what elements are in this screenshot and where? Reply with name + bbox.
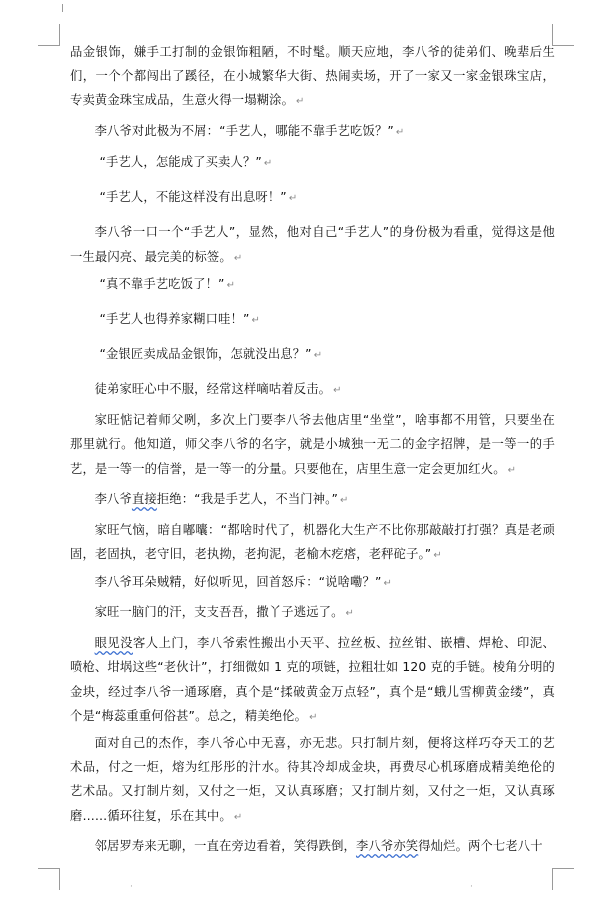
paragraph: [70, 220, 555, 270]
paragraph: [70, 600, 555, 626]
paragraph: [70, 487, 555, 513]
paragraph-mark-icon: ↵: [288, 193, 298, 205]
paragraph: [70, 307, 555, 333]
paragraph: [70, 631, 555, 730]
paragraph-text: 品金银饰，嫌手工打制的金银饰粗陋，不时髦。顺天应地，李八爷的徒弟们、晚辈后生们，一个个都闯出了蹊径，在小城繁华大街、热闹卖场，开了一家又一家金银珠宝店，专卖黄金珠宝成品，生意火得一塌糊涂。: [70, 45, 555, 108]
paragraph-text: 客人上门，李八爷索性搬出小天平、拉丝板、拉丝钳、嵌槽、焊枪、印泥、喷枪、坩埚这些“老伙计”，打细微如 1 克的项链，拉粗壮如 120 克的手链。棱角分明的金块，经过李八爷一通琢磨，真个是“揉破黄金万点轻”，真个是“蛾儿雪柳黄金缕”，真个是“梅蕊重重何俗甚”。总之，精美绝伦。: [70, 636, 556, 723]
paragraph: [70, 570, 555, 596]
paragraph-mark-icon: ↵: [309, 711, 318, 723]
paragraph-text: 家旺一脑门的汗，支支吾吾，撒丫子逃远了。: [94, 605, 344, 620]
spellcheck-underlined-text: 眼见没: [94, 636, 133, 651]
paragraph-mark-icon: ↵: [263, 158, 273, 169]
paragraph: [70, 342, 555, 368]
paragraph: [70, 731, 555, 830]
paragraph-text: 李八爷一口一个“手艺人”，显然，他对自己“手艺人”的身份极为看重，觉得这是他一生最闪亮、最完美的标签。: [70, 225, 555, 264]
paragraph: [70, 408, 555, 483]
paragraph-text: “金银匠卖成品金银饰，怎就没出息？”: [99, 347, 312, 362]
paragraph-mark-icon: ↵: [433, 550, 442, 562]
paragraph-text: 面对自己的杰作，李八爷心中无喜，亦无悲。只打制片刻，便将这样巧夺天工的艺术品，付之一炬，熔为红彤彤的汁水。待其冷却成金块，再费尽心机琢磨成精美绝伦的艺术品。又打制片刻，又付之一炬，又认真琢磨；又打制片刻，又付之一炬，又认真琢磨……循环往复，乐在其中。: [70, 736, 555, 823]
paragraph: [70, 272, 555, 298]
paragraph: [70, 150, 555, 176]
paragraph-mark-icon: ↵: [507, 464, 517, 476]
paragraph-mark-icon: ↵: [251, 315, 261, 327]
paragraph: [70, 377, 555, 403]
paragraph-text: 李八爷对此极为不屑：“手艺人，哪能不靠手艺吃饭？”: [94, 124, 394, 139]
layout-dot: ·: [130, 882, 133, 892]
paragraph-mark-icon: ↵: [233, 811, 243, 823]
spellcheck-underlined-text: 直接: [131, 492, 157, 507]
paragraph-mark-icon: ↵: [345, 608, 355, 620]
paragraph-text: 家旺气恼，暗自嘟囔：“都啥时代了，机器化大生产不比你那敲敲打打强？真是老顽固，老固执，老守旧，老执拗，老拘泥，老榆木疙瘩，老秤砣子。”: [70, 523, 555, 562]
paragraph-text: 徒弟家旺心中不服，经常这样嘀咕着反击。: [94, 382, 332, 397]
paragraph: [70, 834, 555, 858]
layout-dot: ·: [470, 882, 473, 892]
paragraph: [70, 40, 555, 115]
paragraph-mark-icon: ↵: [333, 385, 342, 397]
paragraph-text: 家旺惦记着师父咧，多次上门要李八爷去他店里“坐堂”，啥事都不用管，只要坐在那里就行。他知道，师父李八爷的名字，就是小城独一无二的金字招牌，是一等一的手艺，是一等一的信誉，是一等一的分量。只要他在，店里生意一定会更加红火。: [70, 413, 555, 476]
paragraph-mark-icon: ↵: [233, 252, 243, 264]
spellcheck-underlined-text: 李八爷亦笑: [355, 839, 419, 854]
paragraph-text: “手艺人，怎能成了买卖人？”: [99, 155, 262, 169]
paragraph-text: 邻居罗寿来无聊，一直在旁边看着，笑得跌倒，: [94, 839, 356, 854]
paragraph-text: 李八爷耳朵贼精，好似听见，回首怒斥：“说啥嘞？”: [94, 574, 382, 589]
paragraph: [70, 185, 555, 211]
paragraph-text: “真不靠手艺吃饭了！”: [99, 276, 225, 291]
paragraph-text: “手艺人也得养家糊口哇！”: [99, 312, 250, 327]
paragraph-text: 得灿烂。两个七老八十: [418, 839, 543, 854]
paragraph-text: 拒绝：“我是手艺人，不当门神。”: [156, 492, 338, 507]
paragraph-mark-icon: ↵: [226, 279, 236, 291]
paragraph-mark-icon: ↵: [340, 495, 349, 507]
paragraph-mark-icon: ↵: [313, 350, 323, 362]
paragraph-text: “手艺人，不能这样没有出息呀！”: [99, 190, 287, 205]
text-cursor: [62, 4, 63, 12]
paragraph: [70, 119, 555, 145]
paragraph: [70, 518, 555, 568]
paragraph-text: 李八爷: [94, 492, 132, 507]
paragraph-mark-icon: ↵: [296, 96, 305, 108]
document-body[interactable]: [70, 40, 555, 863]
paragraph-mark-icon: ↵: [395, 127, 405, 139]
paragraph-mark-icon: ↵: [383, 577, 392, 589]
